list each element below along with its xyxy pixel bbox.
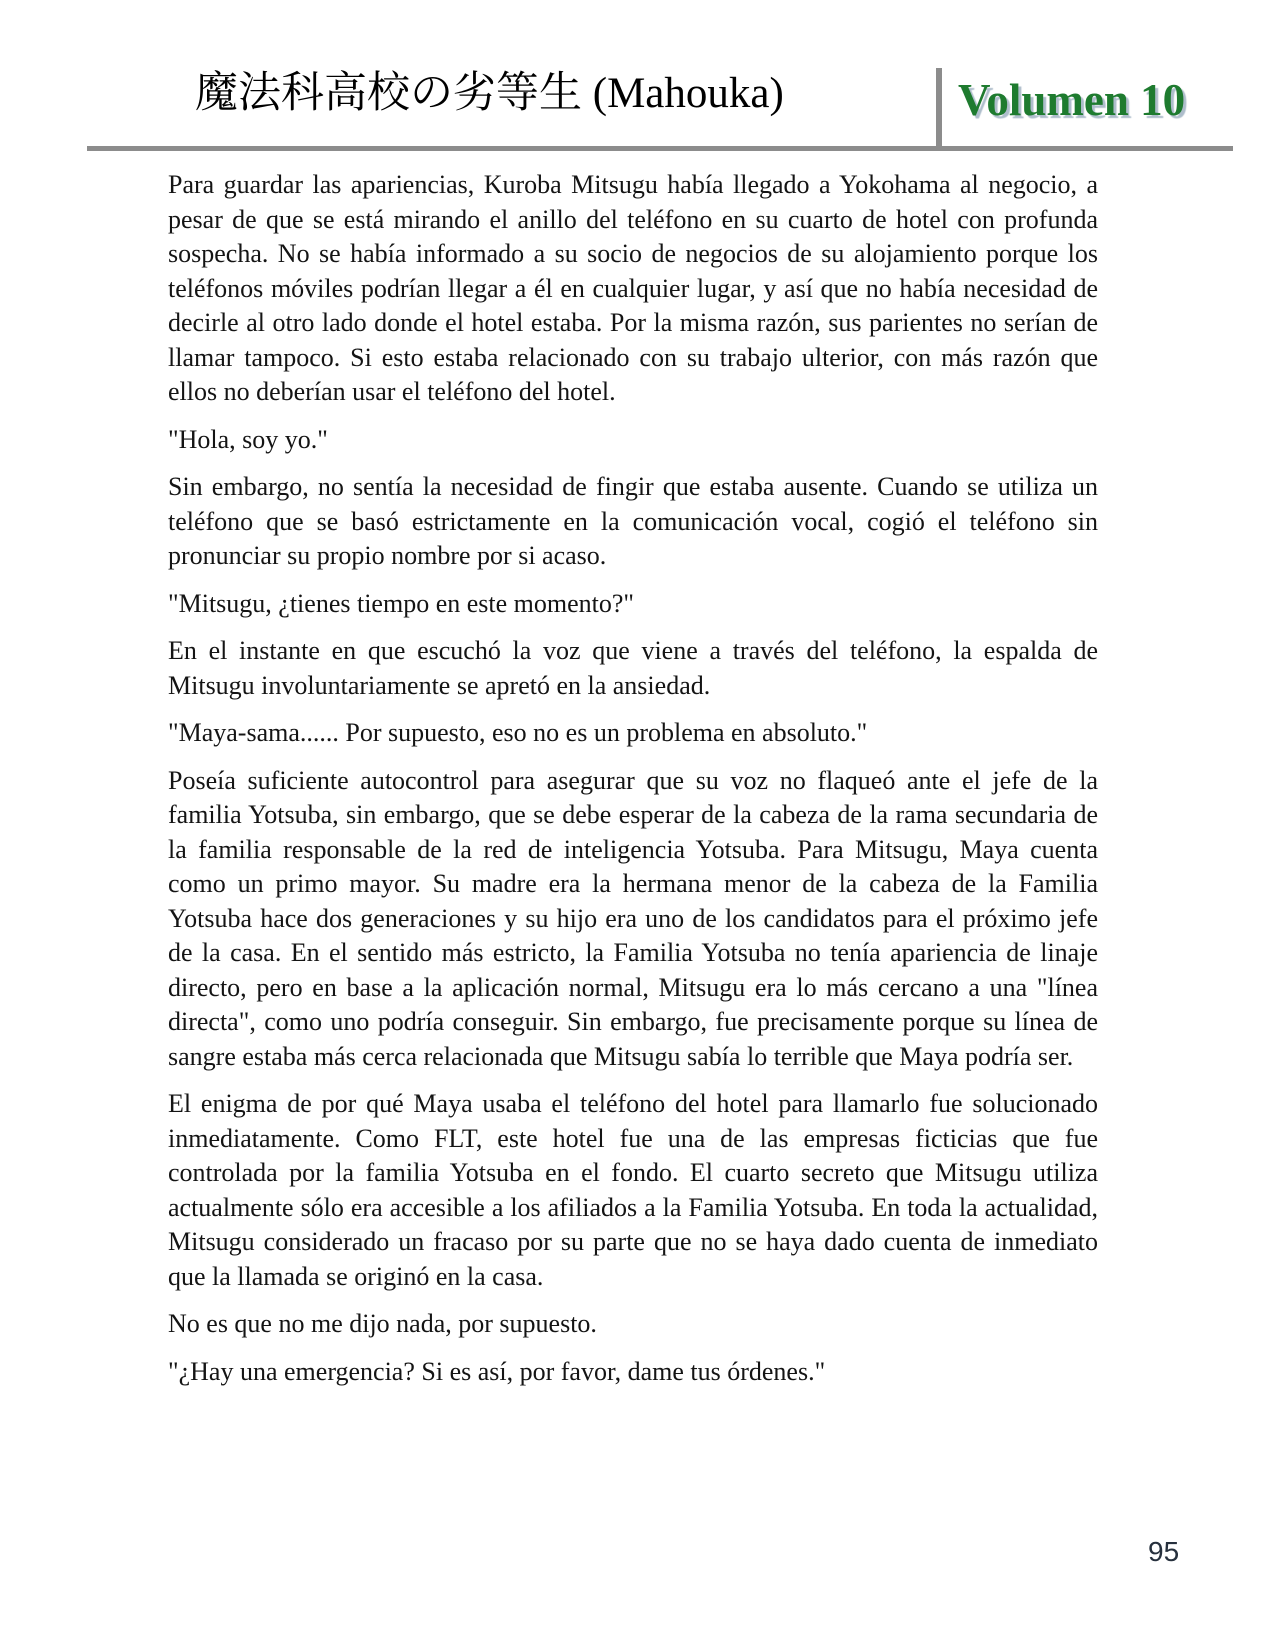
series-title: 魔法科高校の劣等生 (Mahouka) [195, 70, 784, 117]
header-divider-bar [936, 68, 942, 148]
volume-label: Volumen 10 [958, 75, 1186, 125]
paragraph: En el instante en que escuchó la voz que viene a través del teléfono, la espalda de Mitsugu involuntariamente se apretó en la ansiedad. [168, 636, 1098, 700]
paragraph: El enigma de por qué Maya usaba el teléfono del hotel para llamarlo fue solucionado inmediatamente. Como FLT, este hotel fue una de las empresas ficticias que fue controlada por la familia Yotsuba en el fondo. El cuarto secreto que Mitsugu utiliza actualmente sólo era accesible a los afiliados a la Familia Yotsuba. En toda la actualidad, Mitsugu considerado un fracaso por su parte que no se haya dado cuenta de inmediato que la llamada se originó en la casa. [168, 1089, 1098, 1291]
paragraph: Para guardar las apariencias, Kuroba Mitsugu había llegado a Yokohama al negocio, a pesar de que se está mirando el anillo del teléfono en su cuarto de hotel con profunda sospecha. No se había informado a su socio de negocios de su alojamiento porque los teléfonos móviles podrían llegar a él en cualquier lugar, y así que no había necesidad de decirle al otro lado donde el hotel estaba. Por la misma razón, sus parientes no serían de llamar tampoco. Si esto estaba relacionado con su trabajo ulterior, con más razón que ellos no deberían usar el teléfono del hotel. [168, 170, 1098, 406]
paragraph: No es que no me dijo nada, por supuesto. [168, 1309, 597, 1338]
paragraph: Poseía suficiente autocontrol para asegurar que su voz no flaqueó ante el jefe de la familia Yotsuba, sin embargo, que se debe esperar de la cabeza de la rama secundaria de la familia responsable de la red de inteligencia Yotsuba. Para Mitsugu, Maya cuenta como un primo mayor. Su madre era la hermana menor de la cabeza de la Familia Yotsuba hace dos generaciones y su hijo era uno de los candidatos para el próximo jefe de la casa. En el sentido más estricto, la Familia Yotsuba no tenía apariencia de linaje directo, pero en base a la aplicación normal, Mitsugu era lo más cercano a una "línea directa", como uno podría conseguir. Sin embargo, fue precisamente porque su línea de sangre estaba más cerca relacionada que Mitsugu sabía lo terrible que Maya podría ser. [168, 765, 1098, 1071]
paragraph-dialogue: "Maya-sama...... Por supuesto, eso no es un problema en absoluto." [168, 718, 868, 747]
paragraph-dialogue: "Hola, soy yo." [168, 424, 328, 454]
novel-text [168, 168, 1098, 1402]
page-number: 95 [1148, 1536, 1180, 1567]
paragraph-dialogue: "Mitsugu, ¿tienes tiempo en este momento?" [168, 588, 635, 618]
paragraph-dialogue: "¿Hay una emergencia? Si es así, por favor, dame tus órdenes." [168, 1356, 826, 1386]
page-header [0, 0, 1275, 160]
paragraph: Sin embargo, no sentía la necesidad de fingir que estaba ausente. Cuando se utiliza un teléfono que se basó estrictamente en la comunicación vocal, cogió el teléfono sin pronunciar su propio nombre por si acaso. [168, 472, 1098, 570]
header-rule [87, 146, 1233, 151]
